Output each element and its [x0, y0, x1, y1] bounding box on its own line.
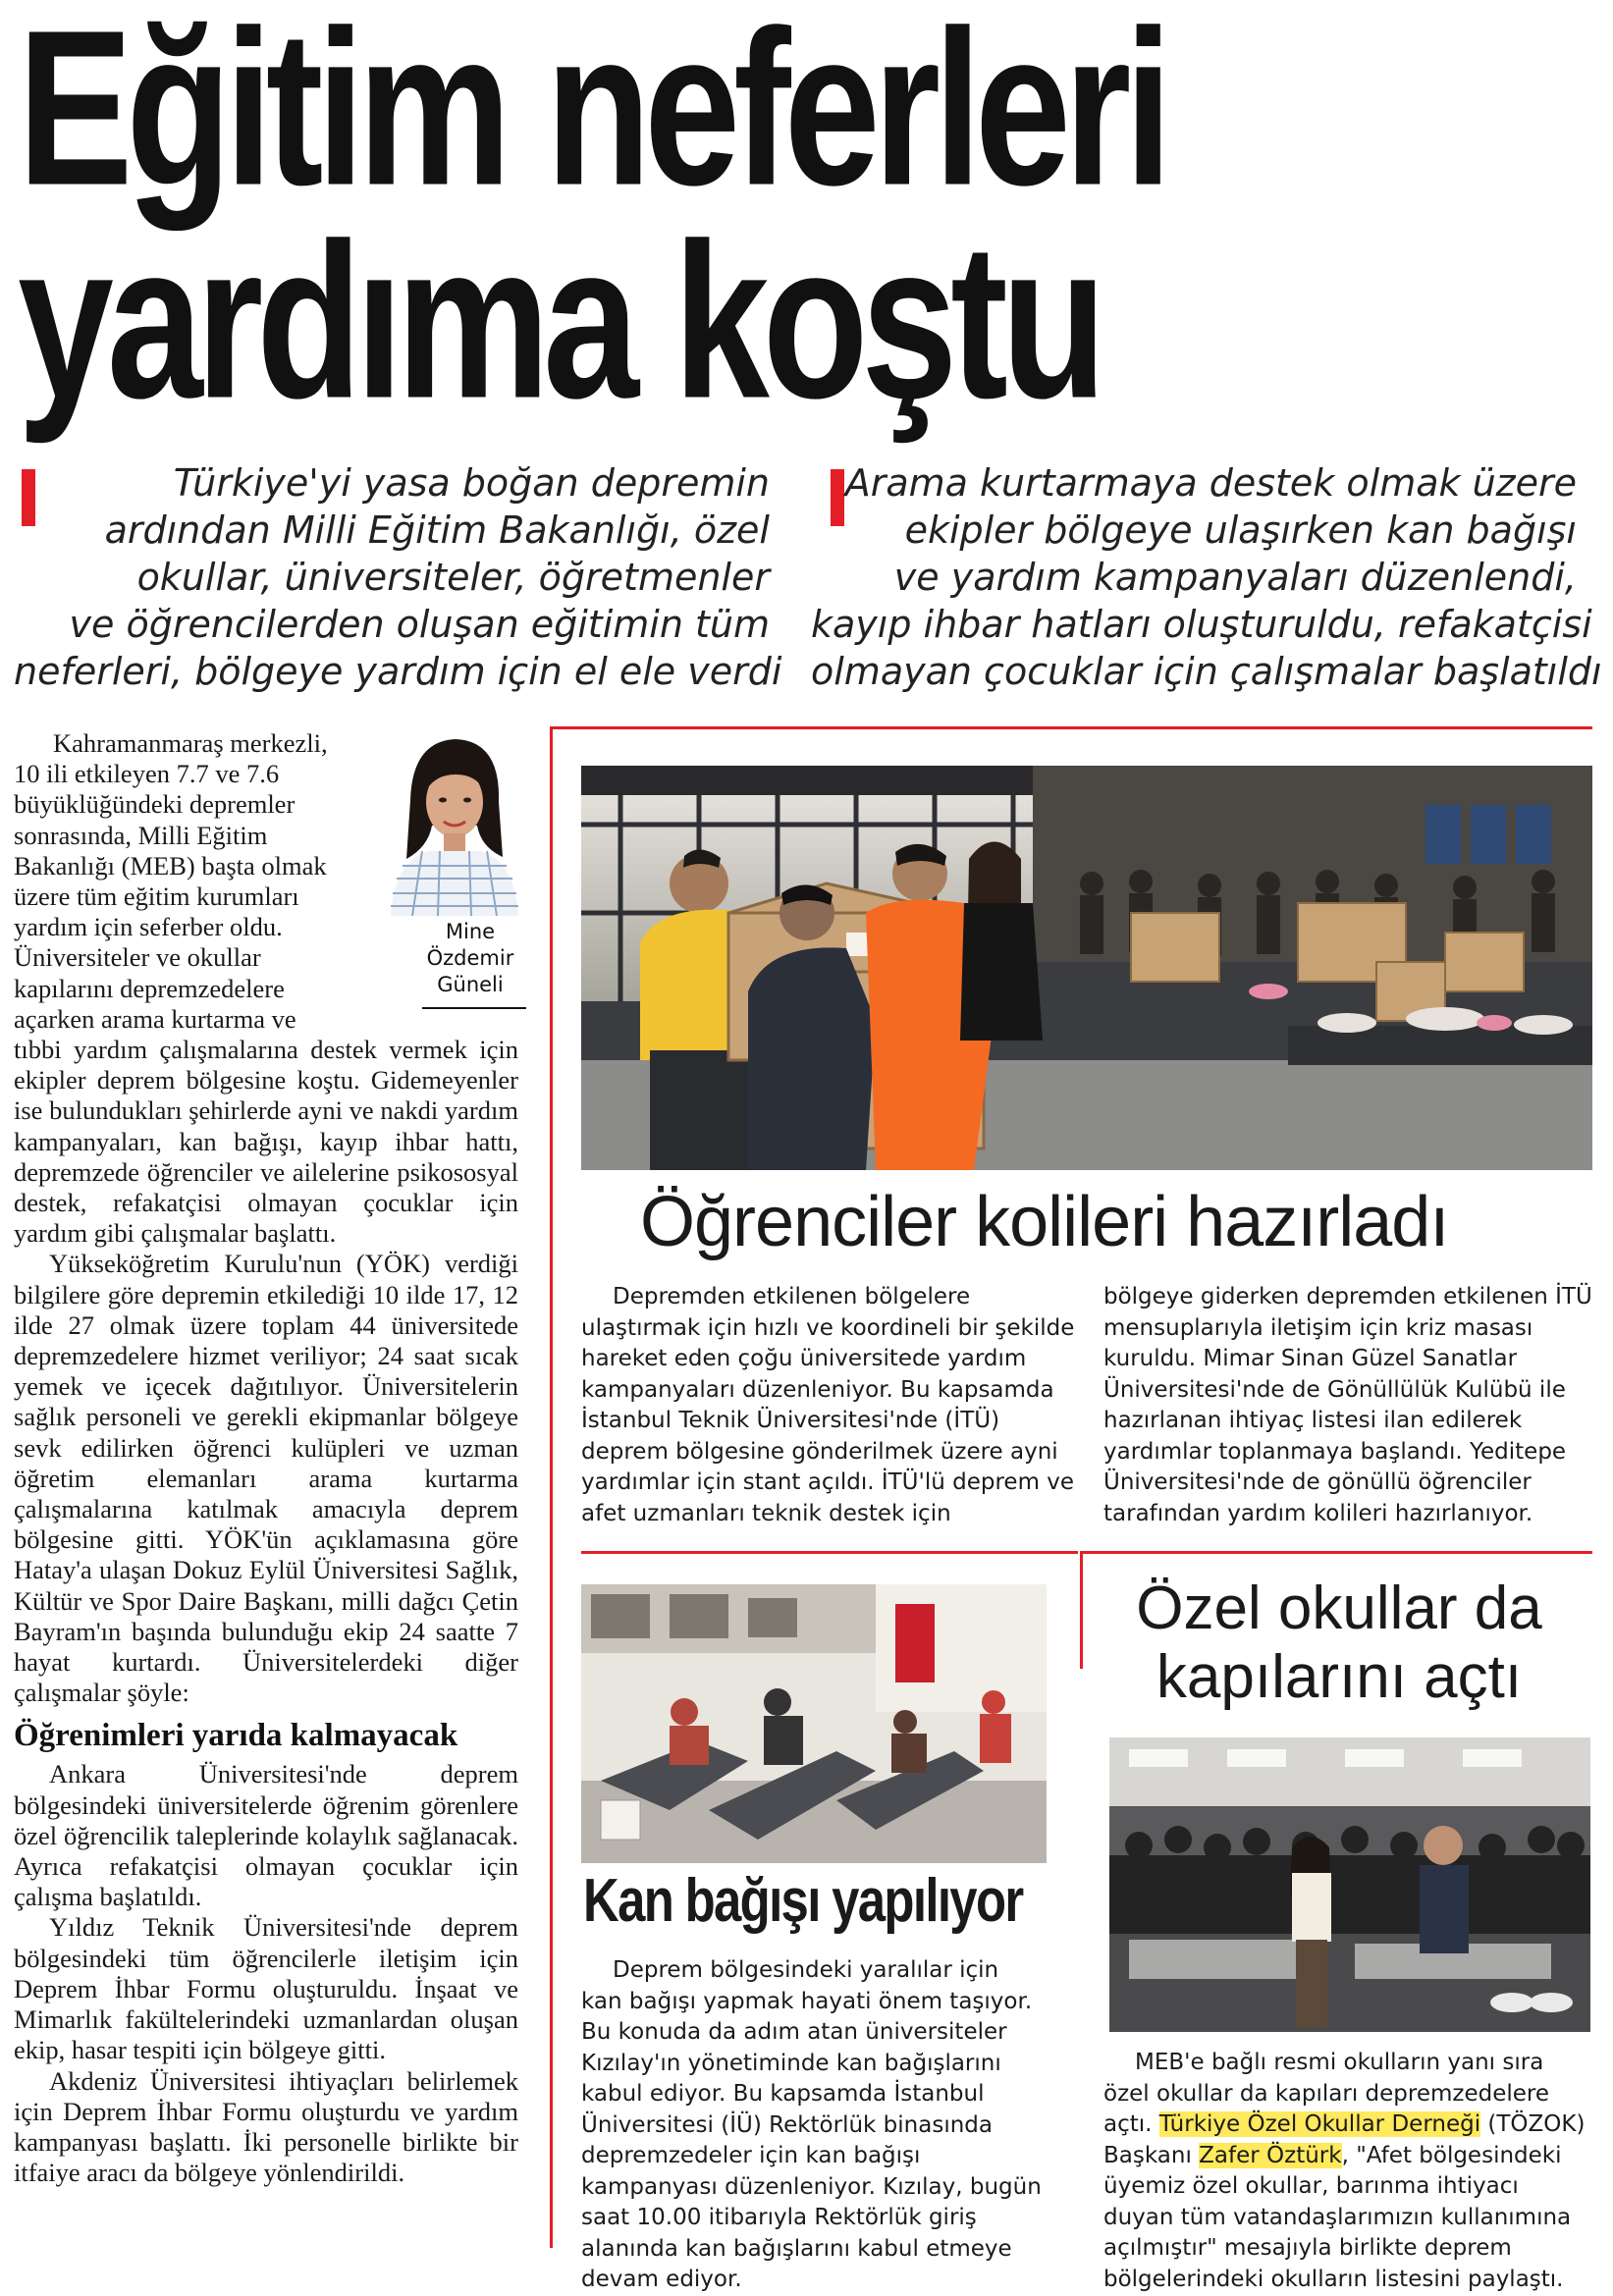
- deck-left-line: ardından Milli Eğitim Bakanlığı, özel: [104, 508, 770, 552]
- deck-left-line: Türkiye'yi yasa boğan depremin: [173, 461, 770, 505]
- students-story-col2: [1103, 1282, 1592, 1529]
- main-paragraph-2: Yükseköğretim Kurulu'nun (YÖK) verdiği bilgilere göre depremin etkilediği 10 ilde 17, 12 ilde 27 olmak üzere toplam 44 üniversitede depremzedelere hizmet veriliyor; 24 saat sıcak yemek ve içecek dağıtılıyor. Üniversitelerin sağlık personeli ve gerekli ekipmanlar bölgeye sevk edilirken öğrenci kulüpleri ve uzman öğretim elemanları arama kurtarma çalışmalarına katılmak amacıyla deprem bölgesine gitti. YÖK'ün açıklamasına göre Hatay'a ulaşan Dokuz Eylül Üniversitesi Sağlık, Kültür ve Spor Daire Başkanı, milli dağcı Çetin Bayram'ın başında bulunduğu ekip 24 saatte 7 hayat kurtardı. Üniversitelerdeki diğer çalışmalar şöyle:: [14, 1249, 518, 1708]
- zafer-ozturk-highlight: Zafer Öztürk: [1199, 2142, 1342, 2168]
- students-story-col1: [581, 1282, 1078, 1529]
- private-schools-title-line-1: Özel okullar da: [1136, 1575, 1542, 1642]
- students-packing-scene-icon: [581, 766, 1592, 1170]
- private-schools-body: [1103, 2048, 1592, 2295]
- blood-donation-photo: [581, 1584, 1047, 1863]
- main-intro-rest: tıbbi yardım çalışmalarına destek vermek için ekipler deprem bölgesine koştu. Gidemeyenler ise bulundukları şehirlerde ayni ve nakdi yardım kampanyaları, kan bağışı, kayıp ihbar hattı, depremzede öğrenciler ve ailelerine psikososyal destek, refakatçisi olmayan çocuklar için yardım gibi çalışmalar başlattı.: [14, 1035, 518, 1249]
- author-last-name: Güneli: [437, 973, 504, 996]
- private-schools-text-c: , "Afet bölgesindeki üyemiz özel okullar, barınma ihtiyacı duyan tüm vatandaşlarımızın kullanımına açılmıştır" mesajıyla birlikte deprem bölgelerindeki okulların listesini paylaştı.: [1103, 2142, 1572, 2292]
- blood-story-title: Kan bağışı yapılıyor: [583, 1867, 1023, 1935]
- intro-line: sonrasında, Milli Eğitim: [14, 820, 268, 850]
- students-story-text-1: Depremden etkilenen bölgelere ulaştırmak için hızlı ve koordineli bir şekilde hareket eden çoğu üniversitede yardım kampanyaları düzenleniyor. Bu kapsamda İstanbul Teknik Üniversitesi'nde (İTÜ) deprem bölgesine gönderilmek üzere ayni yardımlar için stant açıldı. İTÜ'lü deprem ve afet uzmanları teknik destek için: [581, 1284, 1075, 1526]
- intro-line: üzere tüm eğitim kurumları: [14, 881, 299, 912]
- private-schools-title: [1086, 1575, 1592, 1712]
- deck-left: [14, 459, 782, 695]
- main-paragraph-4: Yıldız Teknik Üniversitesi'nde deprem bölgesindeki tüm öğrencilerle iletişim için Deprem İhbar Formu oluşturuldu. İnşaat ve Mimarlık fakültelerindeki uzmanlardan oluşan ekip, hasar tespiti için bölgeye gitti.: [14, 1912, 518, 2065]
- deck-right-line: kayıp ihbar hatları oluşturuldu, refakatçisi: [811, 603, 1592, 646]
- author-byline: [424, 919, 516, 998]
- blood-story-text: Deprem bölgesindeki yaralılar için kan bağışı yapmak hayati önem taşıyor. Bu konuda da adım atan üniversiteler Kızılay'ın yönetiminde kan bağışlarını kabul ediyor. Bu kapsamda İstanbul Üniversitesi (İÜ) Rektörlük binasında depremzedeler için kan bağışı kampanyası düzenleniyor. Kızılay, bugün saat 10.00 itibarıyla Rektörlük giriş alanında kan bağışlarını kabul etmeye devam ediyor.: [581, 1957, 1042, 2292]
- intro-line: Kahramanmaraş merkezli,: [53, 728, 328, 758]
- deck-right-line: ekipler bölgeye ulaşırken kan bağışı: [904, 508, 1577, 552]
- author-first-name: Mine: [445, 920, 496, 943]
- section-title-education: Öğrenimleri yarıda kalmayacak: [14, 1718, 458, 1754]
- deck-left-line: okullar, üniversiteler, öğretmenler: [136, 556, 770, 599]
- private-schools-text-a: MEB'e bağlı resmi okulların yanı sıra özel okullar da kapıları depremzedelere açtı.: [1103, 2050, 1550, 2137]
- students-story-text-2: bölgeye giderken depremden etkilenen İTÜ mensuplarıyla iletişim için kriz masası kuruldu. Mimar Sinan Güzel Sanatlar Üniversitesi'nde de Gönüllülük Kulübü ile hazırlanan ihtiyaç listesi ilan edilerek yardımlar toplanmaya başlandı. Yeditepe Üniversitesi'nde de gönüllü öğrenciler tarafından yardım kolileri hazırlanıyor.: [1103, 1284, 1592, 1526]
- students-story-title: Öğrenciler kolileri hazırladı: [640, 1183, 1449, 1261]
- school-shelter-scene-icon: [1109, 1737, 1590, 2032]
- main-body: [14, 1035, 518, 2188]
- main-paragraph-5: Akdeniz Üniversitesi ihtiyaçları belirlemek için Deprem İhbar Formu oluşturdu ve yardım kampanyası başlattı. İki personelle birlikte bir itfaiye aracı da bölgeye yönlendirildi.: [14, 2065, 518, 2188]
- intro-line: Bakanlığı (MEB) başta olmak: [14, 850, 327, 881]
- private-story-top-rule: [1080, 1551, 1592, 1554]
- headline-line-2: yardıma koştu: [18, 198, 1101, 446]
- deck-left-line: neferleri, bölgeye yardım için el ele verdi: [14, 650, 782, 693]
- intro-line: Üniversiteler ve okullar: [14, 942, 261, 973]
- author-portrait-icon: [383, 731, 525, 916]
- deck-right-line: ve yardım kampanyaları düzenlendi,: [893, 556, 1577, 599]
- intro-line: yardım için seferber oldu.: [14, 912, 283, 942]
- deck-right: [811, 459, 1602, 695]
- blood-story-top-rule: [581, 1551, 1078, 1554]
- private-school-shelter-photo: [1109, 1737, 1590, 2032]
- deck-left-line: ve öğrencilerden oluşan eğitimin tüm: [69, 603, 770, 646]
- story-top-rule: [550, 726, 1592, 729]
- main-paragraph-3: Ankara Üniversitesi'nde deprem bölgesindeki üniversitelerde öğrenim görenlere özel öğrencilik taleplerinde kolaylık sağlanacak. Ayrıca refakatçisi olmayan çocuklar için çalışma başlatıldı.: [14, 1759, 518, 1912]
- tozok-highlight: Türkiye Özel Okullar Derneği: [1158, 2111, 1481, 2137]
- main-intro-short: [14, 728, 385, 1035]
- story-left-rule: [550, 726, 553, 2248]
- private-schools-text-b: (TÖZOK) Başkanı: [1103, 2111, 1586, 2168]
- deck-right-line: Arama kurtarmaya destek olmak üzere: [844, 461, 1577, 505]
- blood-donation-scene-icon: [581, 1584, 1047, 1863]
- headline-line-1: Eğitim neferleri: [18, 0, 1166, 233]
- author-middle-name: Özdemir: [426, 946, 514, 970]
- author-rule: [422, 1007, 526, 1009]
- intro-line: 10 ili etkileyen 7.7 ve 7.6: [14, 759, 280, 789]
- intro-line: kapılarını depremzedelere: [14, 973, 285, 1003]
- private-story-left-rule: [1080, 1551, 1083, 1669]
- students-parcels-photo: [581, 766, 1592, 1170]
- deck-right-line: olmayan çocuklar için çalışmalar başlatıldı: [811, 650, 1602, 693]
- author-photo: [383, 731, 525, 916]
- intro-line: açarken arama kurtarma ve: [14, 1003, 296, 1034]
- intro-line: büyüklüğündeki depremler: [14, 789, 296, 820]
- blood-story-body: [581, 1955, 1043, 2296]
- private-schools-title-line-2: kapılarını açtı: [1156, 1643, 1523, 1711]
